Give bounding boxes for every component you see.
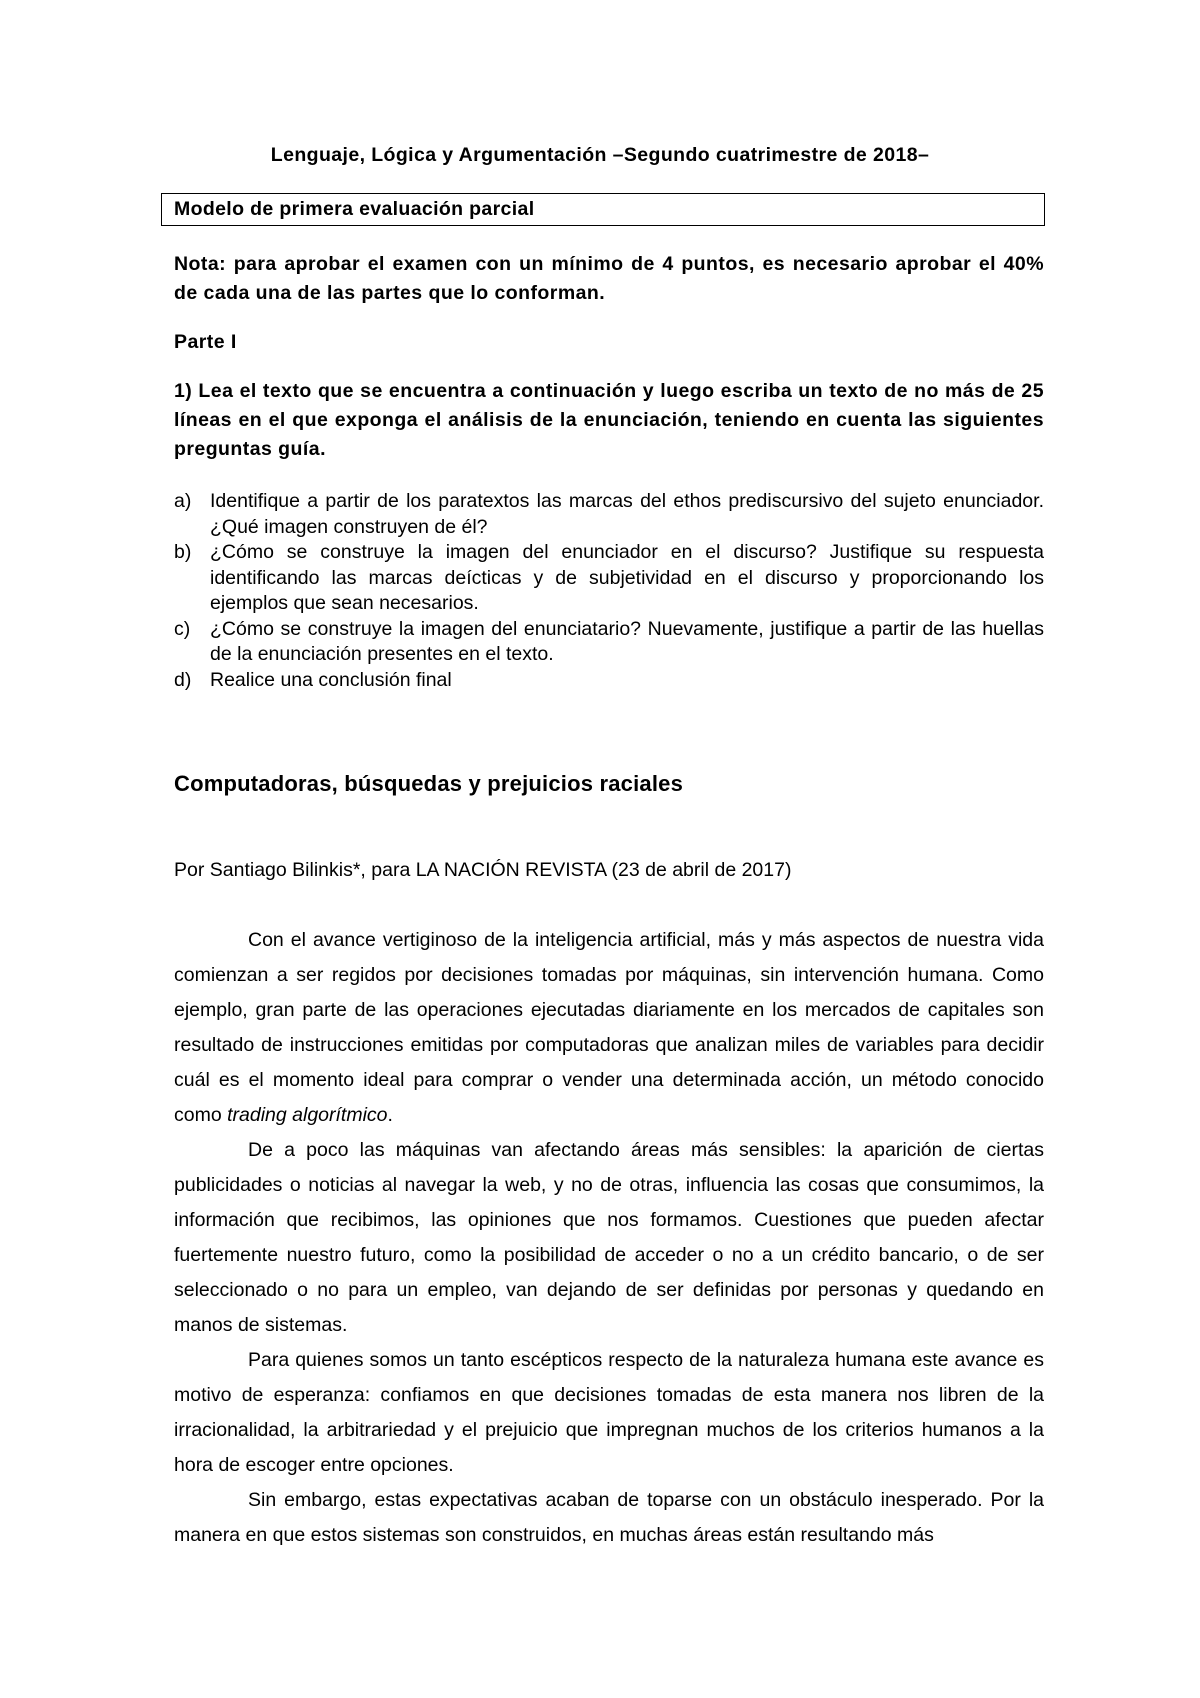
- article-paragraph: De a poco las máquinas van afectando áreas más sensibles: la aparición de ciertas publicidades o noticias al navegar la web, y no de otras, influencia las cosas que consumimos, la información que recibimos, las opiniones que nos formamos. Cuestiones que pueden afectar fuertemente nuestro futuro, como la posibilidad de acceder o no a un crédito bancario, o de ser seleccionado o no para un empleo, van dejando de ser definidas por personas y quedando en manos de sistemas.: [174, 1139, 1044, 1336]
- paragraph-text: Con el avance vertiginoso de la inteligencia artificial, más y más aspectos de nuestra vida comienzan a ser regidos por decisiones tomadas por máquinas, sin intervención humana. Como ejemplo, gran parte de las operaciones ejecutadas diariamente en los mercados de capitales son resultado de instrucciones emitidas por computadoras que analizan miles de variables para decidir cuál es el momento ideal para comprar o vender una determinada acción, un método conocido como: [174, 929, 1044, 1126]
- article-paragraph: Sin embargo, estas expectativas acaban de toparse con un obstáculo inesperado. Por la manera en que estos sistemas son construidos, en muchas áreas están resultando más: [174, 1489, 1044, 1546]
- guide-question-text: ¿Cómo se construye la imagen del enunciador en el discurso? Justifique su respuesta identificando las marcas deícticas y de subjetividad en el discurso y proporcionando los ejemplos que sean necesarios.: [210, 541, 1044, 614]
- grading-note: Nota: para aprobar el examen con un mínimo de 4 puntos, es necesario aprobar el 40% de cada una de las partes que lo conforman.: [174, 253, 1044, 304]
- article-byline: Por Santiago Bilinkis*, para LA NACIÓN REVISTA (23 de abril de 2017): [174, 859, 792, 881]
- guide-questions-list: [174, 489, 1044, 693]
- part-heading: Parte I: [174, 331, 237, 353]
- course-title: Lenguaje, Lógica y Argumentación –Segundo cuatrimestre de 2018–: [270, 144, 930, 166]
- guide-question-d: [174, 668, 1044, 694]
- list-marker: d): [174, 668, 192, 691]
- exam-model-title: Modelo de primera evaluación parcial: [174, 198, 535, 220]
- question-1: 1) Lea el texto que se encuentra a continuación y luego escriba un texto de no más de 25 líneas en el que exponga el análisis de la enunciación, teniendo en cuenta las siguientes preguntas guía.: [174, 380, 1044, 460]
- guide-question-text: Identifique a partir de los paratextos las marcas del ethos prediscursivo del sujeto enunciador. ¿Qué imagen construyen de él?: [210, 490, 1044, 538]
- guide-question-c: [174, 617, 1044, 668]
- exam-model-box: [161, 193, 1045, 226]
- list-marker: b): [174, 541, 192, 563]
- paragraph-text: .: [387, 1104, 393, 1126]
- guide-question-a: [174, 489, 1044, 540]
- italic-term: trading algorítmico: [227, 1104, 388, 1126]
- guide-question-text: ¿Cómo se construye la imagen del enunciatario? Nuevamente, justifique a partir de las huellas de la enunciación presentes en el texto.: [210, 617, 1044, 665]
- list-marker: c): [174, 617, 191, 640]
- article-title: Computadoras, búsquedas y prejuicios raciales: [174, 771, 684, 796]
- article-paragraph: Para quienes somos un tanto escépticos respecto de la naturaleza humana este avance es motivo de esperanza: confiamos en que decisiones tomadas de esta manera nos libren de la irracionalidad, la arbitrariedad y el prejuicio que impregnan muchos de los criterios humanos a la hora de escoger entre opciones.: [174, 1349, 1044, 1476]
- guide-question-text: Realice una conclusión final: [210, 668, 452, 691]
- guide-question-b: [174, 540, 1044, 617]
- article-body: [174, 923, 1044, 1553]
- list-marker: a): [174, 490, 192, 512]
- article-paragraph: [174, 923, 1044, 1133]
